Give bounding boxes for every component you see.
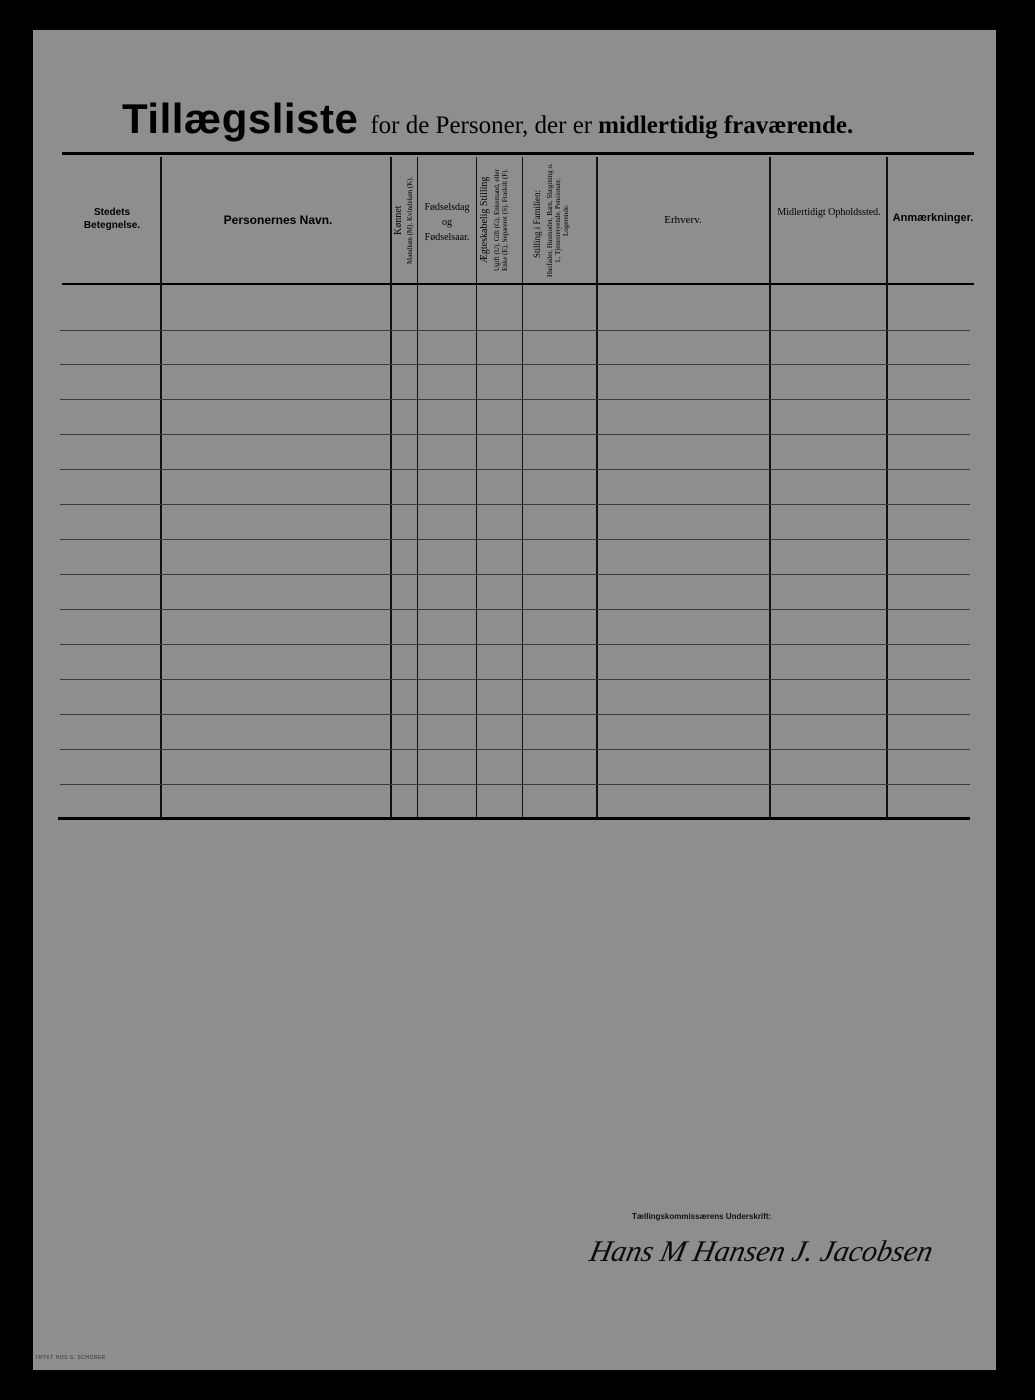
header-midlertidigt-opholdssted: Midlertidigt Opholdssted. (777, 207, 881, 218)
row-line (60, 679, 970, 680)
header-aegteskabelig-stilling: Ægteskabelig Stilling (479, 176, 490, 264)
row-line (60, 434, 970, 435)
header-personernes-navn: Personernes Navn. (223, 213, 333, 227)
col-divider (417, 157, 418, 817)
row-line (60, 784, 970, 785)
header-anmaerkninger: Anmærkninger. (892, 212, 974, 224)
header-erhverv: Erhverv. (664, 214, 702, 226)
title-main: Tillægsliste (122, 95, 359, 142)
row-line (60, 609, 970, 610)
handwritten-signature: Hans M Hansen J. Jacobsen (586, 1235, 937, 1268)
row-line (60, 714, 970, 715)
header-stedets-betegnelse: Stedets Betegnelse. (83, 207, 141, 231)
title-bold: midlertidig fraværende. (598, 112, 854, 139)
col-divider (886, 157, 888, 817)
col-divider (160, 157, 162, 817)
row-line (60, 644, 970, 645)
header-aegteskabelig-note: Ugift (U), Gift (G), Enkemand, eller Enke (E), Separeret (S), Fraskilt (F). (493, 168, 509, 272)
row-line (60, 574, 970, 575)
col-divider (522, 157, 523, 817)
col-divider (390, 157, 392, 817)
header-bottom-rule (62, 283, 974, 285)
table-top-rule (62, 152, 974, 155)
header-konnet: Kønnet (393, 205, 404, 235)
header-fodselsdag: Fødselsdag og Fødselsaar. (424, 202, 470, 243)
printer-mark: TRYKT HOS S. SCHOBER (35, 1355, 106, 1361)
page-title (122, 95, 853, 143)
header-stilling-note: Husfader, Husmoder, Barn, Slægtning o. l., Tjenestetyende, Pensionær, Logerende. (546, 163, 570, 277)
row-line (60, 330, 970, 331)
title-middle: for de Personer, der er (370, 112, 593, 139)
row-line (60, 504, 970, 505)
col-divider (596, 157, 598, 817)
row-line (60, 539, 970, 540)
col-divider (476, 157, 477, 817)
header-stilling-familien: Stilling i Familien: (532, 190, 542, 259)
header-konnet-note: Mandkøn (M). Kvindekøn (K). (406, 176, 414, 264)
row-line (60, 749, 970, 750)
row-line (60, 469, 970, 470)
row-line (60, 399, 970, 400)
col-divider (769, 157, 771, 817)
footer-signature-label: Tællingskommissærens Underskrift: (632, 1212, 772, 1221)
row-line (60, 364, 970, 365)
table-bottom-rule (58, 817, 970, 820)
